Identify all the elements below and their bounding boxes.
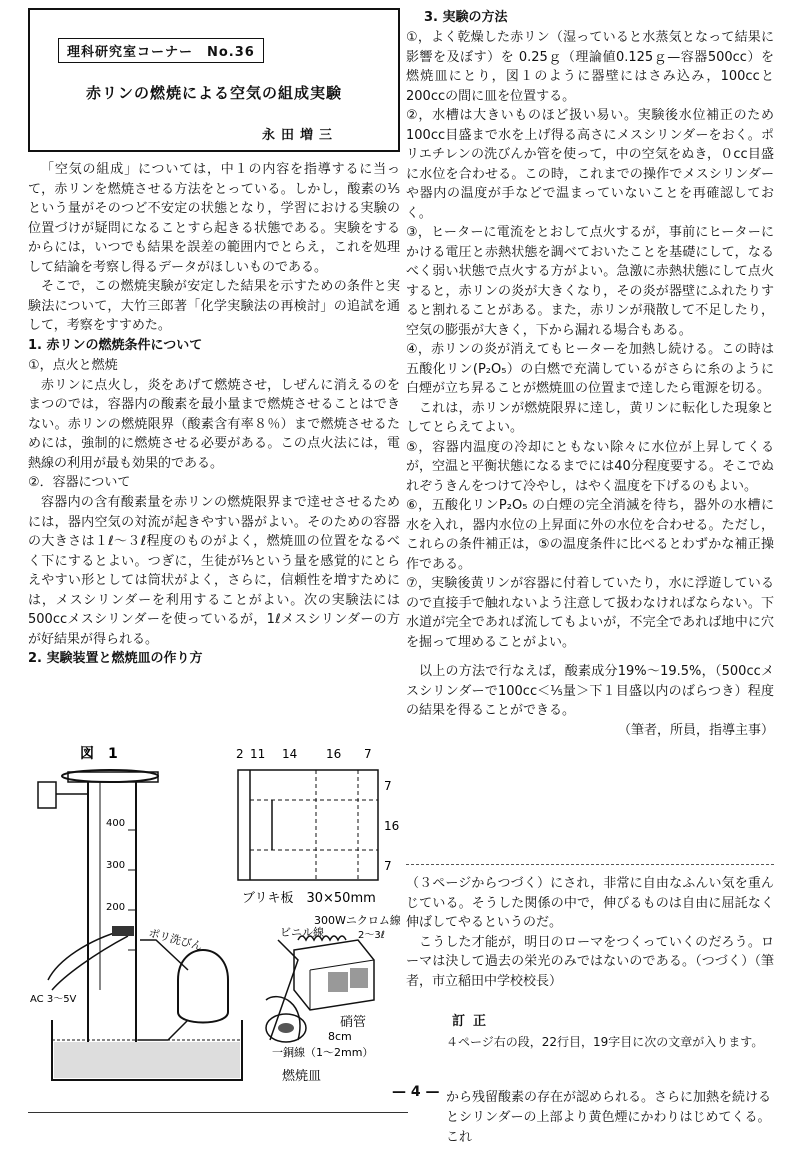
correction-inserted-text [446, 1088, 780, 1148]
correction-box [446, 1010, 776, 1051]
section-separator [406, 864, 774, 865]
step-2: ②，水槽は大きいものほど扱い易い。実験後水位補正のため100cc目盛まで水を上げ得る高さにメスシリンダーをおく。ポリエチレンの洗びんか管を使って，中の空気をぬき，０cc目盛に水位を合わせる。この時，これまでの操作でメスシリンダーや器内の温度が手などで温まっていないことを再確認しておく。 [406, 108, 774, 221]
inserted-text: から残留酸素の存在が認められる。さらに加熱を続けるとシリンダーの上部より黄色煙にかわりはじめてくる。これ [446, 1090, 772, 1145]
section-3-heading: 3. 実験の方法 [424, 10, 508, 25]
tin-plate [238, 770, 378, 880]
section-1-heading: 1. 赤リンの燃焼条件について [28, 337, 203, 353]
continued-article [406, 874, 774, 991]
dish-label: 燃焼皿 [282, 1069, 322, 1084]
title-box [28, 8, 400, 152]
right-column [406, 8, 774, 740]
figure-1 [28, 740, 400, 1100]
subsection-ignition-heading: ①，点火と燃焼 [28, 357, 118, 373]
conclusion: 以上の方法で行なえば，酸素成分19%～19.5%，（500ccメスシリンダーで100cc＜⅕量＞下１目盛以内のばらつき）程度の結果を得ることができる。 [406, 664, 774, 718]
plate-label: ブリキ板 30×50mm [242, 891, 376, 906]
ac-label: AC 3～5V [30, 994, 77, 1005]
glass-tube-size: 8cm [328, 1030, 352, 1043]
dim-top-11: 11 [250, 747, 266, 761]
dim-top-16: 16 [326, 747, 342, 761]
section-2-heading: 2. 実験装置と燃焼皿の作り方 [28, 651, 203, 666]
step-6: ⑥，五酸化リンP₂O₅ の白煙の完全消滅を待ち，器外の水槽に水を入れ，器内水位の上昇面に外の水位を合わせる。ただし，これらの条件補正は，⑤の温度条件に比べるとわずかな補正操作である。 [406, 498, 774, 572]
continued-paragraph-1: （３ページからつづく）にされ，非常に自由なふんい気を重んじている。そうした関係の中で，伸びるものは自由に屈託なく伸ばしてやるというのだ。 [406, 876, 774, 930]
poly-bottle-label: ポリ洗びん [147, 926, 204, 954]
combustion-dish [112, 926, 134, 936]
intro-paragraph-1: 「空気の組成」については，中１の内容を指導するに当って，赤リンを燃焼させる方法をとっている。しかし，酸素の⅕という量がそのつど不安定の状態となり，学習における実験の位置づけが疑問になることすら起きる状態である。実験をするからには，いつでも結果を誤差の範囲内でとらえ，これを処理して結論を考察し得るデータがほしいものである。 [28, 162, 400, 275]
scale-label-200: 200 [106, 902, 126, 913]
scale-label-300: 300 [106, 860, 126, 871]
dim-right-7b: 7 [384, 859, 392, 873]
step-3: ③，ヒーターに電流をとおして点火するが，事前にヒーターにかける電圧と赤熱状態を調べておいたことを基礎にして，なるべく弱い状態で点火する方がよい。急激に赤熱状態にして点火すると，赤リンの炎が大きくなり，その炎が器壁にふれたりすると割れることがある。また，赤リンが飛散して不足したり，空気の膨張が大きく，下から漏れる場合もある。 [406, 225, 774, 338]
footer-rule [28, 1112, 408, 1113]
dim-right-16: 16 [384, 819, 400, 833]
continued-paragraph-2: こうした才能が，明日のローマをつくっていくのだろう。ローマは決して過去の栄光のみではないのである。（つづく）（筆者，市立稲田中学校校長） [406, 934, 774, 989]
nichrome-label: 300Wニクロム線 [314, 914, 400, 927]
step-4-note: これは，赤リンが燃焼限界に逹し，黄リンに転化した現象としてとらえてよい。 [406, 400, 774, 435]
subsection-ignition-text: 赤リンに点火し，炎をあげて燃焼させ，しぜんに消えるのをまつのでは，容器内の酸素を最小量まで燃焼させることはできない。赤リンの燃焼限界（酸素含有率８％）まで燃焼させるためには，強制的に燃焼させる必要がある。この点火法には，電熱線の利用が最も効果的である。 [28, 377, 400, 471]
article-title: 赤リンの燃焼による空気の組成実験 [85, 84, 342, 102]
clamp [38, 782, 56, 808]
correction-note: ４ページ右の段，22行目，19字目に次の文章が入ります。 [446, 1035, 764, 1049]
scale-label-400: 400 [106, 818, 126, 829]
step-7: ⑦，実験後黄リンが容器に付着していたり，水に浮遊しているので直接手で触れないよう注意して扱わなければならない。下水道が完全であれば流してもよいが，不完全であれば地中に穴を掘って埋めることがよい。 [406, 576, 774, 650]
page-number: — 4 — [392, 1084, 440, 1100]
dim-top-2: 2 [236, 747, 244, 761]
dim-top-7: 7 [364, 747, 372, 761]
subsection-container-heading: ②．容器について [28, 475, 131, 490]
dim-top-14: 14 [282, 747, 298, 761]
left-column [28, 8, 400, 669]
coil-label: 2～3ℓ [358, 930, 385, 941]
step-1: ①，よく乾燥した赤リン（湿っていると水蒸気となって結果に影響を及ぼす）を 0.25ｇ（理論値0.125ｇ—容器500cc）を燃焼皿にとり，図１のように器壁にはさみ込み，100ccと200ccの間に皿を位置する。 [406, 30, 774, 104]
vinyl-wire-label: ビニル線 [280, 926, 324, 939]
author: 永田増三 [261, 128, 338, 143]
conclusion-signature: （筆者，所員，指導主事） [617, 722, 774, 738]
correction-title: 訂正 [452, 1014, 495, 1029]
copper-wire-label: 一銅線（1～2mm） [272, 1046, 374, 1059]
subsection-container-text: 容器内の含有酸素量を赤リンの燃焼限界まで逹せさせるためには，器内空気の対流が起きやすい器がよい。そのための容器の大きさは１ℓ～３ℓ程度のものがよく，燃焼皿の位置をなるべく下にするとよい。つぎに，生徒が⅕という量を感覚的にとらえやすい形としては筒状がよく，さらに，信頼性を増すためには，メスシリンダーを利用することがよい。次の実験法には500ccメスシリンダーを使っているが，1ℓメスシリンダーの方が好結果が得られる。 [28, 495, 400, 647]
step-5: ⑤，容器内温度の冷却にともない除々に水位が上昇してくるが，空温と平衡状態になるまでには40分程度要する。そこでぬれぞうきんをつけて冷やし，はやく温度を下げるのもよい。 [406, 439, 774, 494]
step-4: ④，赤リンの炎が消えてもヒーターを加熱し続ける。この時は五酸化リン(P₂O₅）の白燃で充満しているがさらに糸のように白煙が立ち昇ることが燃焼皿の位置まで逹したら電源を切る。 [406, 342, 774, 396]
dim-right-7a: 7 [384, 779, 392, 793]
figure-label: 図 1 [80, 746, 118, 762]
corner-label: 理科研究室コーナー No.36 [58, 38, 264, 63]
poly-bottle [178, 950, 228, 1023]
intro-paragraph-2: そこで，この燃焼実験が安定した結果を示すための条件と実験法について，大竹三郎著「化学実験法の再検討」の追試を通して，考察をすすめた。 [28, 279, 400, 333]
glass-tube-label: 硝管 [340, 1015, 367, 1030]
